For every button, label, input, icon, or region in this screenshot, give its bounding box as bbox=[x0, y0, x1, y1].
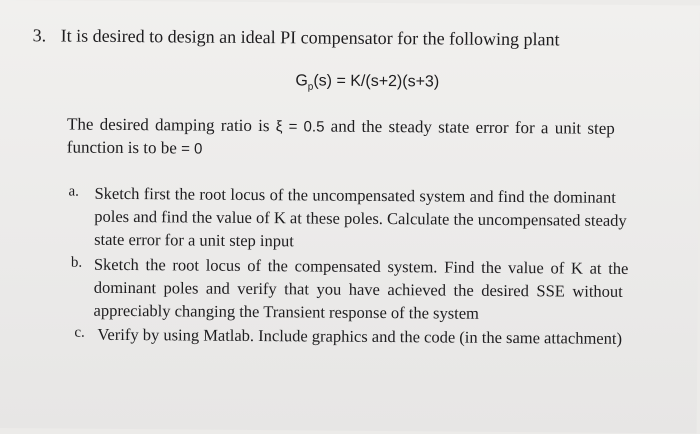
formula-lhs: G bbox=[295, 72, 308, 90]
intro-line1-start: The desired damping ratio is bbox=[66, 114, 270, 136]
intro-line-2 bbox=[67, 138, 203, 159]
formula-rhs: (s) = K/(s+2)(s+3) bbox=[313, 72, 440, 91]
intro-line1-end: and the steady state error for a unit step bbox=[330, 116, 615, 138]
item-a-line-2: poles and find the value of K at these poles. Calculate the uncompensated steady bbox=[94, 206, 627, 230]
item-a-line-1: Sketch first the root locus of the uncompensated system and find the dominant bbox=[94, 183, 616, 207]
intro-line2-start: function is to be bbox=[66, 137, 177, 158]
item-a-marker: a. bbox=[68, 183, 79, 200]
damping-ratio-value: ξ = 0.5 bbox=[275, 118, 325, 136]
item-c-line-1: Verify by using Matlab. Include graphics and the code (in the same attachment) bbox=[97, 324, 623, 348]
item-c-marker: c. bbox=[74, 324, 85, 341]
plant-transfer-function bbox=[295, 72, 439, 93]
sse-value: = 0 bbox=[181, 140, 203, 158]
item-b-line-3: appreciably changing the Transient response of the system bbox=[93, 300, 480, 323]
question-text: It is desired to design an ideal PI compensator for the following plant bbox=[60, 25, 560, 50]
formula-subscript: p bbox=[307, 81, 314, 93]
item-b-line-2: dominant poles and verify that you have achieved the desired SSE without bbox=[93, 277, 623, 301]
item-b-marker: b. bbox=[70, 254, 83, 271]
question-number: 3. bbox=[32, 25, 47, 46]
item-a-line-3: state error for a unit step input bbox=[94, 229, 294, 251]
intro-line-1 bbox=[67, 115, 615, 139]
item-b-line-1: Sketch the root locus of the compensated system. Find the value of K at the bbox=[93, 254, 629, 278]
